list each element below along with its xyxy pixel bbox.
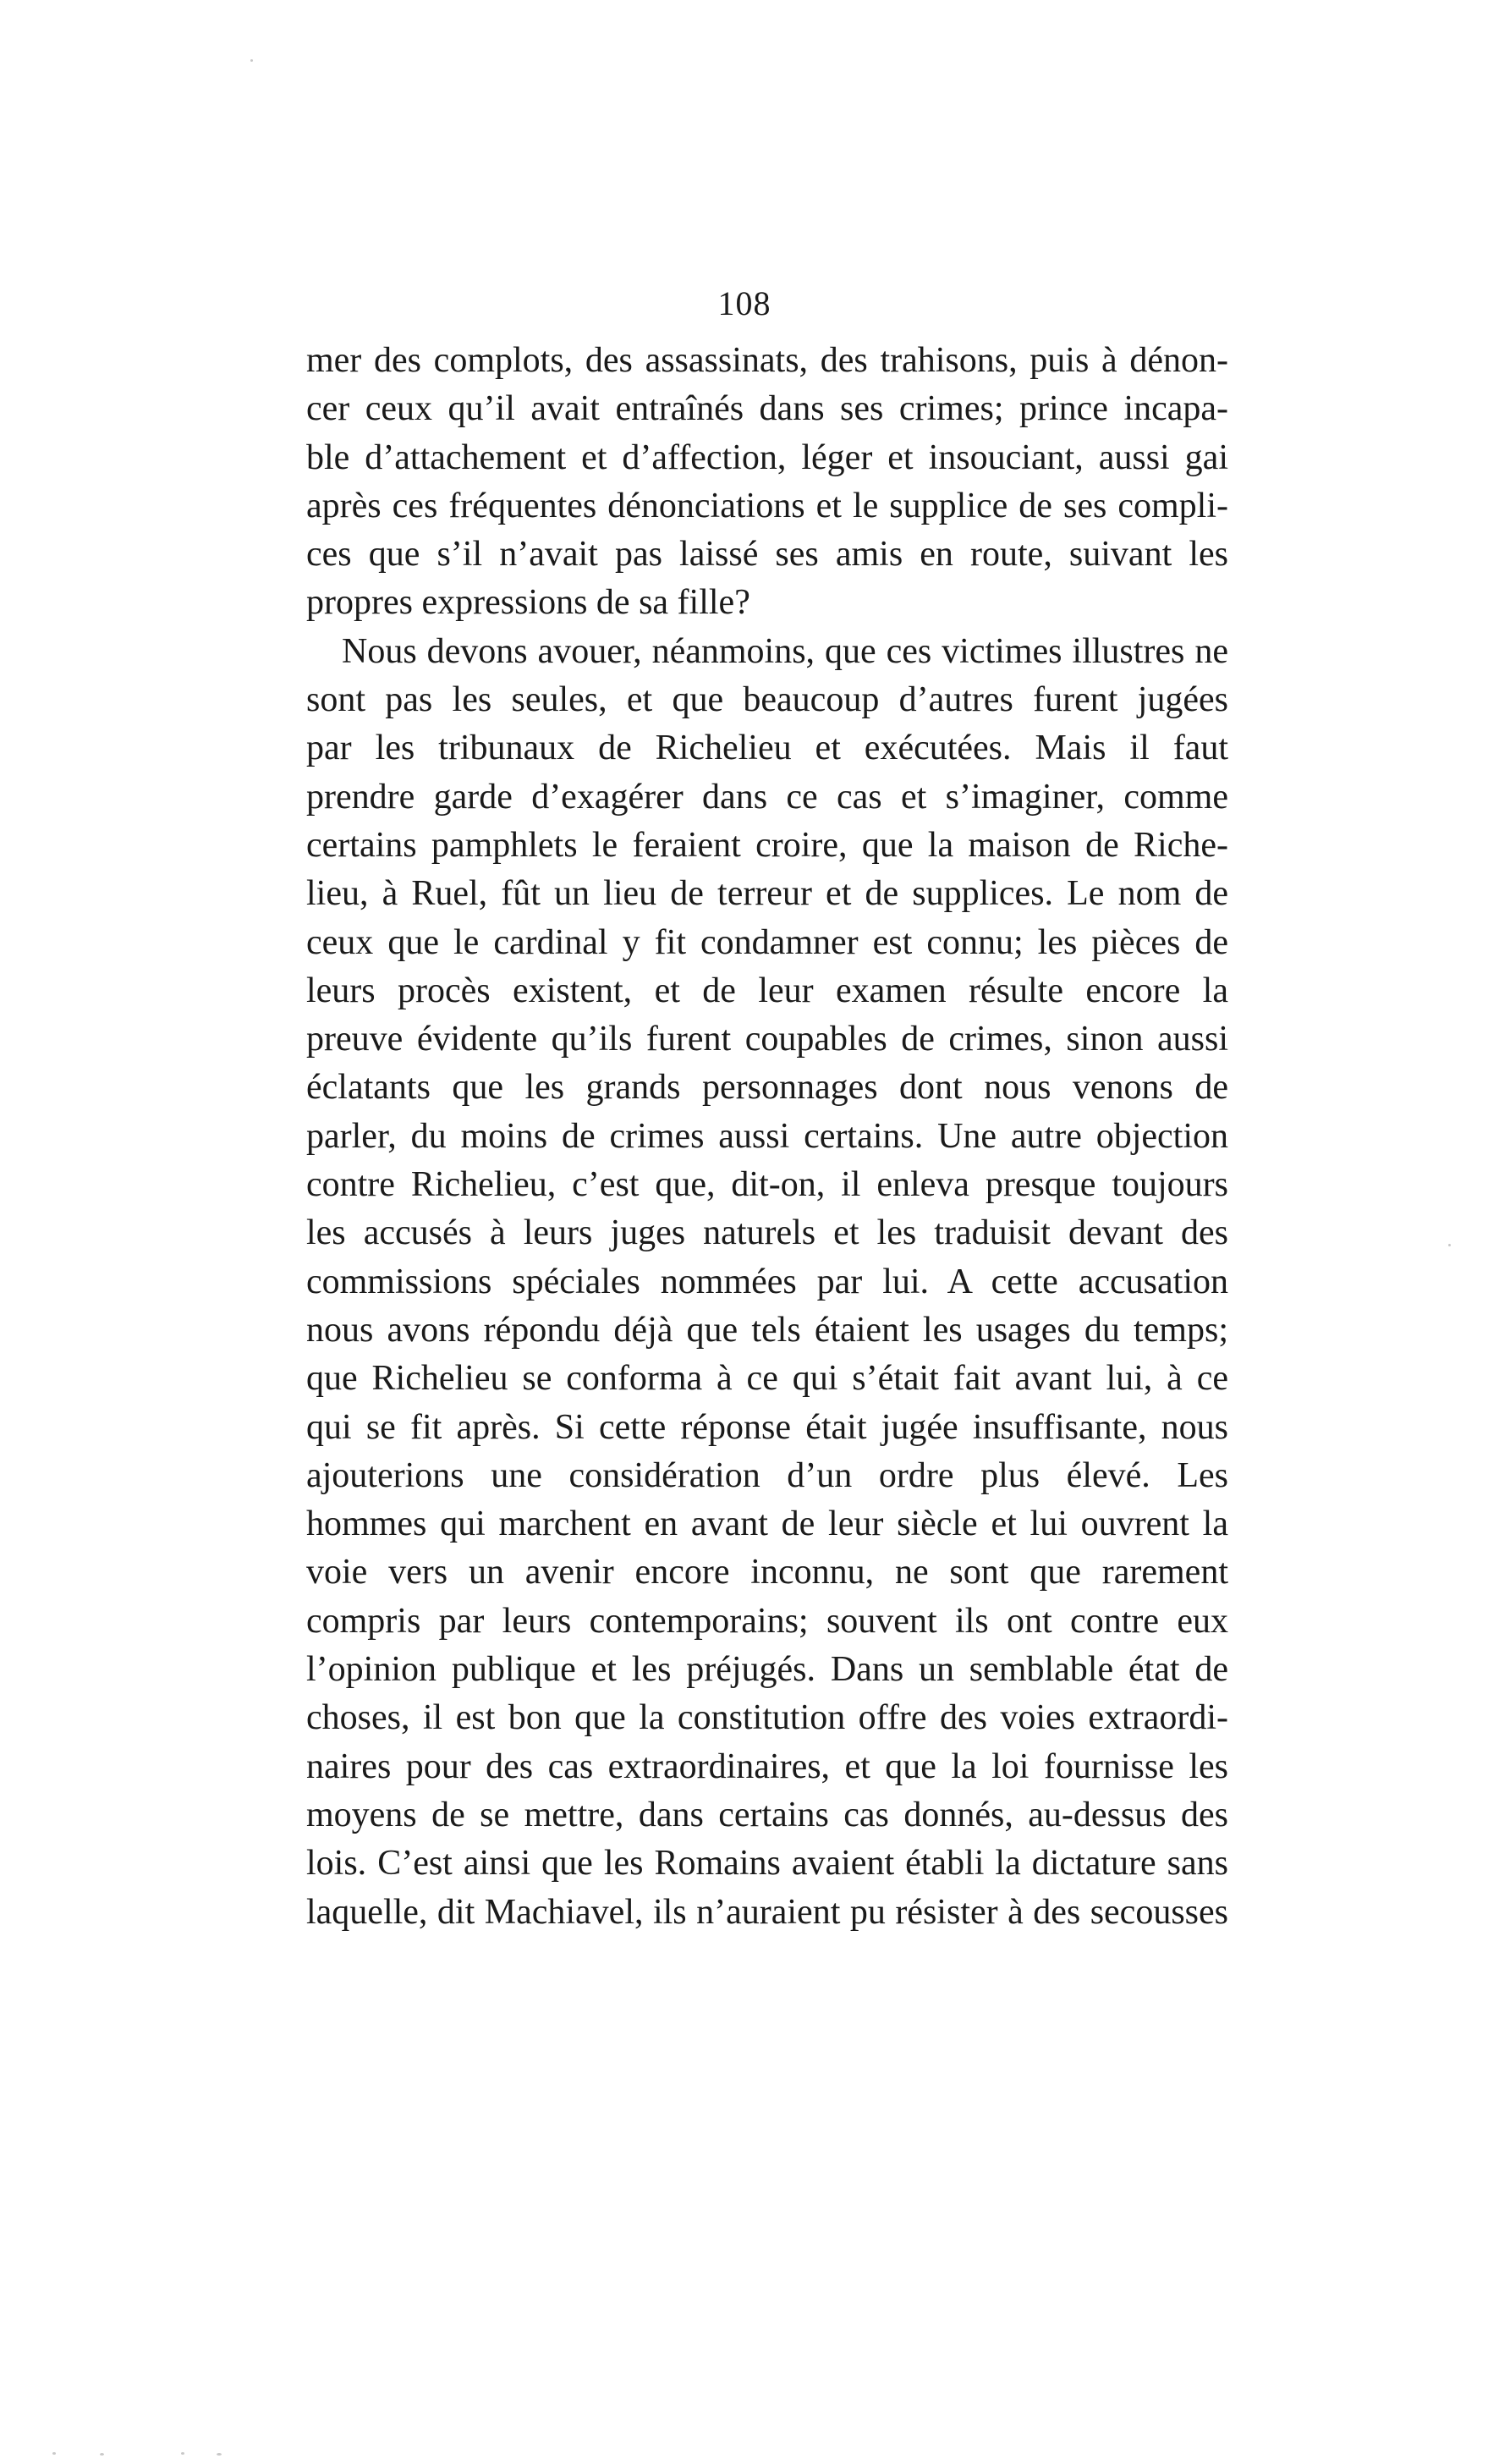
text-line: ble d’attachement et d’affection, léger et insouciant, aussi gai [306, 437, 1228, 477]
paper-speck [52, 2452, 56, 2455]
text-line: preuve évidente qu’ils furent coupables de crimes, sinon aussi [306, 1020, 1228, 1059]
text-line: compris par leurs contemporains; souvent ils ont contre eux [306, 1601, 1228, 1641]
paper-speck [100, 2453, 104, 2456]
text-line: commissions spéciales nommées par lui. A cette accusation [306, 1262, 1228, 1301]
text-line: voie vers un avenir encore inconnu, ne sont que rarement [306, 1553, 1228, 1592]
text-line: lois. C’est ainsi que les Romains avaient établi la dictature sans [306, 1844, 1228, 1884]
text-line: certains pamphlets le feraient croire, que la maison de Riche- [306, 825, 1228, 865]
text-line: moyens de se mettre, dans certains cas donnés, au-dessus des [306, 1795, 1228, 1834]
text-line: les accusés à leurs juges naturels et les traduisit devant des [306, 1213, 1228, 1253]
text-line: leurs procès existent, et de leur examen résulte encore la [306, 971, 1228, 1010]
paragraph-start-line: Nous devons avouer, néanmoins, que ces victimes illustres ne [342, 631, 1228, 671]
paper-speck [181, 2452, 184, 2455]
text-line: éclatants que les grands personnages dont nous venons de [306, 1068, 1228, 1108]
page-number: 108 [717, 284, 771, 322]
text-line: lieu, à Ruel, fût un lieu de terreur et de supplices. Le nom de [306, 874, 1228, 914]
text-line: contre Richelieu, c’est que, dit-on, il enleva presque toujours [306, 1165, 1228, 1205]
text-line: après ces fréquentes dénonciations et le supplice de ses compli- [306, 486, 1228, 525]
text-line: prendre garde d’exagérer dans ce cas et s’imaginer, comme [306, 777, 1228, 817]
text-line: ajouterions une considération d’un ordre plus élevé. Les [306, 1455, 1228, 1495]
text-line: ces que s’il n’avait pas laissé ses amis en route, suivant les [306, 535, 1228, 575]
text-line: parler, du moins de crimes aussi certains. Une autre objection [306, 1116, 1228, 1156]
text-line: par les tribunaux de Richelieu et exécutées. Mais il faut [306, 729, 1228, 768]
paragraph-end-line: propres expressions de sa fille? [306, 583, 750, 623]
text-line: l’opinion publique et les préjugés. Dans un semblable état de [306, 1650, 1228, 1690]
text-line: que Richelieu se conforma à ce qui s’était fait avant lui, à ce [306, 1359, 1228, 1399]
text-line: mer des complots, des assassinats, des trahisons, puis à dénon- [306, 341, 1228, 380]
text-line: hommes qui marchent en avant de leur siècle et lui ouvrent la [306, 1504, 1228, 1544]
paper-speck [250, 59, 253, 62]
text-line: nous avons répondu déjà que tels étaient les usages du temps; [306, 1310, 1228, 1350]
text-line: cer ceux qu’il avait entraînés dans ses crimes; prince incapa- [306, 389, 1228, 429]
text-line: qui se fit après. Si cette réponse était jugée insuffisante, nous [306, 1407, 1228, 1447]
text-line: choses, il est bon que la constitution offre des voies extraordi- [306, 1698, 1228, 1738]
text-line: laquelle, dit Machiavel, ils n’auraient pu résister à des secousses [306, 1892, 1228, 1932]
text-line: naires pour des cas extraordinaires, et que la loi fournisse les [306, 1746, 1228, 1786]
text-line: sont pas les seules, et que beaucoup d’autres furent jugées [306, 680, 1228, 720]
body-text [306, 337, 1228, 1937]
paper-speck [1448, 1244, 1451, 1246]
text-line: ceux que le cardinal y fit condamner est connu; les pièces de [306, 922, 1228, 962]
paper-speck [217, 2453, 222, 2456]
